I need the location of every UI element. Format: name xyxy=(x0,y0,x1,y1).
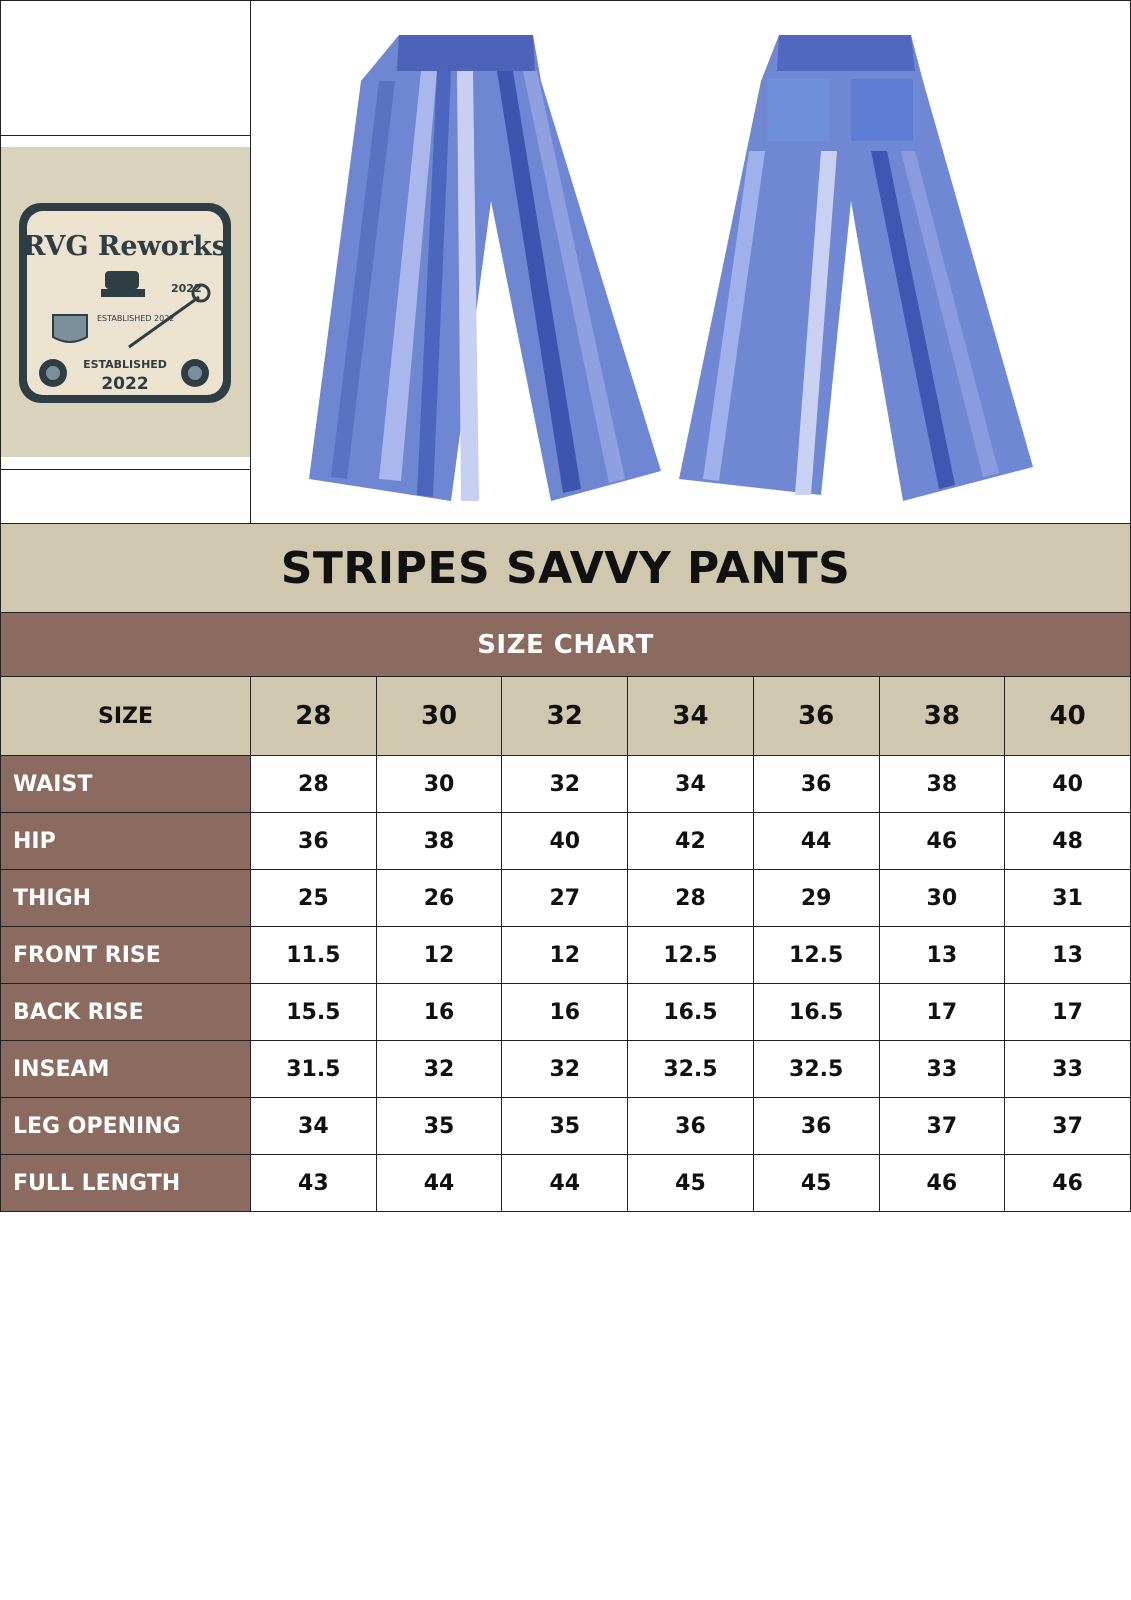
table-cell: 37 xyxy=(879,1098,1005,1155)
table-cell: 25 xyxy=(251,870,377,927)
row-label: THIGH xyxy=(1,870,251,927)
table-cell: 36 xyxy=(753,1098,879,1155)
table-cell: 46 xyxy=(879,1155,1005,1212)
logo-top-cell xyxy=(1,1,250,136)
size-header-cell: 30 xyxy=(376,677,502,756)
table-cell: 36 xyxy=(628,1098,754,1155)
table-cell: 33 xyxy=(879,1041,1005,1098)
table-cell: 44 xyxy=(376,1155,502,1212)
table-cell: 28 xyxy=(628,870,754,927)
logo-year-small: 2022 xyxy=(171,282,202,295)
row-label: FULL LENGTH xyxy=(1,1155,251,1212)
table-cell: 29 xyxy=(753,870,879,927)
table-cell: 42 xyxy=(628,813,754,870)
table-cell: 17 xyxy=(879,984,1005,1041)
size-table xyxy=(0,676,1131,1212)
product-title: STRIPES SAVVY PANTS xyxy=(280,542,851,594)
product-title-band xyxy=(0,523,1131,613)
row-label: WAIST xyxy=(1,756,251,813)
table-cell: 16.5 xyxy=(628,984,754,1041)
table-cell: 43 xyxy=(251,1155,377,1212)
table-cell: 12 xyxy=(376,927,502,984)
product-photos xyxy=(251,1,1130,524)
row-label: HIP xyxy=(1,813,251,870)
pants-front-image xyxy=(309,35,661,501)
table-cell: 30 xyxy=(376,756,502,813)
table-cell: 28 xyxy=(251,756,377,813)
table-cell: 32 xyxy=(376,1041,502,1098)
table-cell: 45 xyxy=(628,1155,754,1212)
table-cell: 13 xyxy=(879,927,1005,984)
table-cell: 44 xyxy=(502,1155,628,1212)
size-header-cell: 36 xyxy=(753,677,879,756)
size-table-body xyxy=(1,756,1131,1212)
logo-established: ESTABLISHED xyxy=(83,358,167,371)
pocket-icon xyxy=(53,315,87,342)
size-header-cell: 40 xyxy=(1005,677,1131,756)
table-cell: 12.5 xyxy=(628,927,754,984)
table-cell: 11.5 xyxy=(251,927,377,984)
size-header-cell: 38 xyxy=(879,677,1005,756)
table-cell: 13 xyxy=(1005,927,1131,984)
size-chart-heading: SIZE CHART xyxy=(477,629,654,660)
table-cell: 40 xyxy=(1005,756,1131,813)
size-header-cell: 34 xyxy=(628,677,754,756)
table-cell: 35 xyxy=(502,1098,628,1155)
size-header-cell: 32 xyxy=(502,677,628,756)
table-cell: 32.5 xyxy=(753,1041,879,1098)
table-cell: 46 xyxy=(879,813,1005,870)
logo-established-small: ESTABLISHED 2022 xyxy=(97,314,175,323)
table-cell: 40 xyxy=(502,813,628,870)
table-cell: 31 xyxy=(1005,870,1131,927)
table-row xyxy=(1,756,1131,813)
rvg-reworks-logo xyxy=(1,147,250,457)
table-cell: 37 xyxy=(1005,1098,1131,1155)
table-cell: 36 xyxy=(251,813,377,870)
table-cell: 32 xyxy=(502,756,628,813)
table-cell: 27 xyxy=(502,870,628,927)
row-label: INSEAM xyxy=(1,1041,251,1098)
product-header xyxy=(0,0,1131,523)
logo-year: 2022 xyxy=(101,374,149,394)
logo-bottom-cell xyxy=(1,469,250,525)
table-cell: 48 xyxy=(1005,813,1131,870)
table-row xyxy=(1,1041,1131,1098)
table-cell: 34 xyxy=(251,1098,377,1155)
table-cell: 12 xyxy=(502,927,628,984)
table-cell: 38 xyxy=(376,813,502,870)
size-header-label: SIZE xyxy=(1,677,251,756)
table-row xyxy=(1,927,1131,984)
table-cell: 31.5 xyxy=(251,1041,377,1098)
row-label: LEG OPENING xyxy=(1,1098,251,1155)
sewing-machine-icon xyxy=(101,271,145,297)
table-row xyxy=(1,984,1131,1041)
table-row xyxy=(1,813,1131,870)
logo-cell xyxy=(1,147,250,457)
table-cell: 38 xyxy=(879,756,1005,813)
table-cell: 15.5 xyxy=(251,984,377,1041)
table-row xyxy=(1,870,1131,927)
product-image xyxy=(251,1,1130,524)
size-header-row xyxy=(1,677,1131,756)
table-cell: 16 xyxy=(376,984,502,1041)
table-cell: 32.5 xyxy=(628,1041,754,1098)
logo-brand-name: RVG Reworks xyxy=(23,231,227,262)
pants-back-image xyxy=(679,35,1033,501)
table-cell: 34 xyxy=(628,756,754,813)
table-cell: 17 xyxy=(1005,984,1131,1041)
table-cell: 44 xyxy=(753,813,879,870)
table-cell: 46 xyxy=(1005,1155,1131,1212)
table-cell: 16.5 xyxy=(753,984,879,1041)
table-cell: 30 xyxy=(879,870,1005,927)
row-label: BACK RISE xyxy=(1,984,251,1041)
table-cell: 16 xyxy=(502,984,628,1041)
table-row xyxy=(1,1098,1131,1155)
logo-column xyxy=(1,1,251,524)
table-cell: 45 xyxy=(753,1155,879,1212)
row-label: FRONT RISE xyxy=(1,927,251,984)
size-header-cell: 28 xyxy=(251,677,377,756)
table-cell: 26 xyxy=(376,870,502,927)
table-cell: 36 xyxy=(753,756,879,813)
table-cell: 33 xyxy=(1005,1041,1131,1098)
table-row xyxy=(1,1155,1131,1212)
table-cell: 32 xyxy=(502,1041,628,1098)
table-cell: 12.5 xyxy=(753,927,879,984)
table-cell: 35 xyxy=(376,1098,502,1155)
size-chart-band xyxy=(0,613,1131,676)
